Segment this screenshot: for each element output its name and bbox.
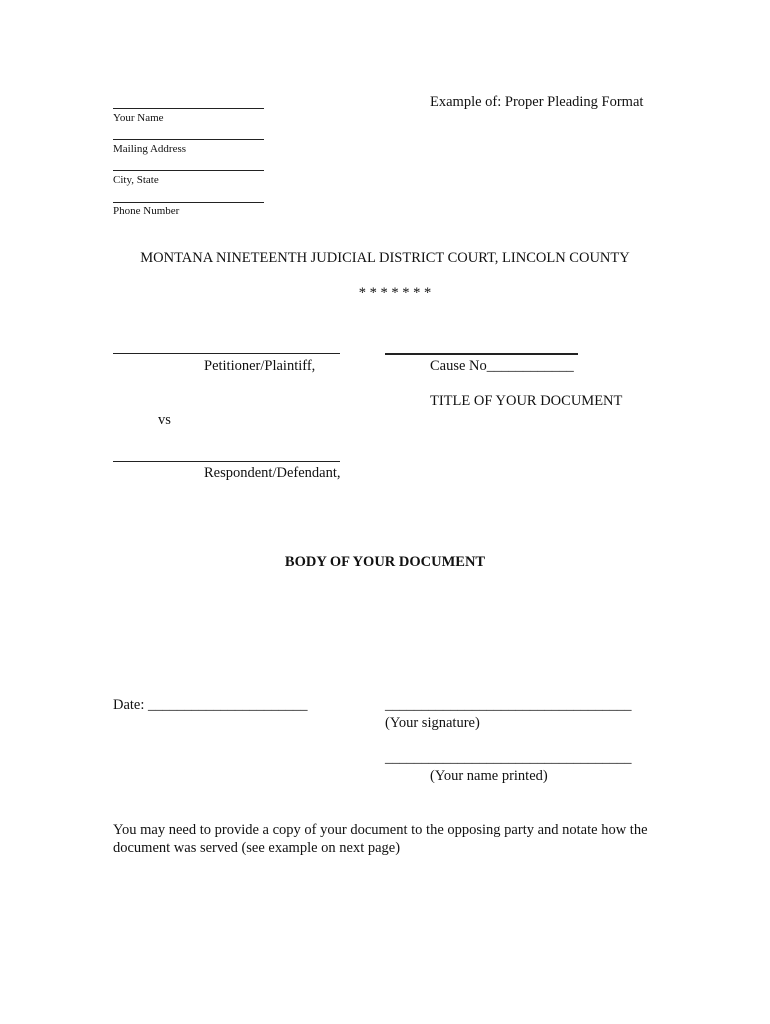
respondent-label: Respondent/Defendant, [204, 465, 341, 481]
respondent-name-line [113, 461, 340, 462]
printed-name-label: (Your name printed) [430, 768, 548, 784]
your-name-line [113, 108, 264, 109]
document-title: TITLE OF YOUR DOCUMENT [430, 393, 623, 409]
city-state-line [113, 170, 264, 171]
service-note: You may need to provide a copy of your document to the opposing party and notate how the document was served (see example on next page) [113, 822, 648, 856]
petitioner-label: Petitioner/Plaintiff, [204, 358, 316, 374]
document-body-placeholder: BODY OF YOUR DOCUMENT [284, 554, 486, 570]
your-name-label: Your Name [113, 112, 164, 124]
caption-divider-line [385, 353, 578, 355]
date-field: Date: ______________________ [113, 697, 308, 713]
phone-number-label: Phone Number [113, 205, 180, 217]
mailing-address-line [113, 139, 264, 140]
example-note: Example of: Proper Pleading Format [430, 94, 644, 110]
court-separator: * * * * * * * [358, 285, 432, 301]
signature-label: (Your signature) [385, 715, 480, 731]
mailing-address-label: Mailing Address [113, 143, 187, 155]
signature-line: __________________________________ [385, 697, 632, 713]
phone-number-line [113, 202, 264, 203]
versus-label: vs [158, 412, 171, 428]
printed-name-line: __________________________________ [385, 750, 632, 766]
court-title: MONTANA NINETEENTH JUDICIAL DISTRICT COURT, LINCOLN COUNTY [140, 250, 630, 266]
cause-number-field: Cause No____________ [430, 358, 574, 374]
petitioner-name-line [113, 353, 340, 354]
city-state-label: City, State [113, 174, 159, 186]
